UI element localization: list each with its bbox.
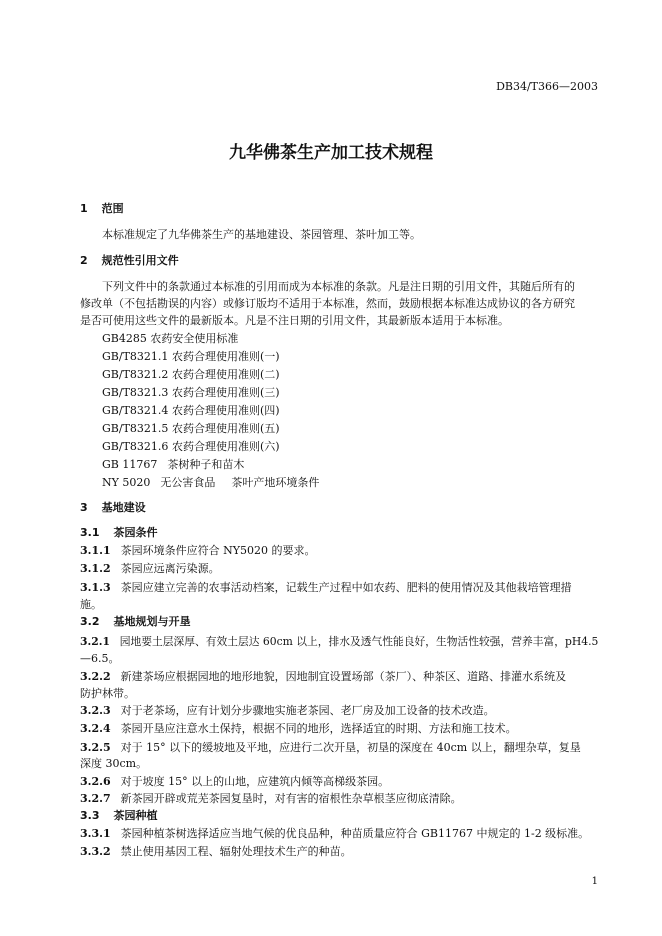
section-2-heading: [80, 253, 179, 269]
section-number: 1: [80, 202, 88, 215]
reference-item: NY 5020 无公害食品 茶叶产地环境条件: [102, 476, 320, 489]
section-3-heading: [80, 500, 146, 516]
clause-3-2-1: 3.2.1 园地要土层深厚、有效土层达 60cm 以上，排水及透气性能良好，生物活性较强，营养丰富，pH4.5: [80, 635, 599, 648]
clause-3-2-2: 3.2.2 新建茶场应根据园地的地形地貌，因地制宜设置场部（茶厂）、种茶区、道路、排灌水系统及: [80, 670, 567, 683]
page-title: 九华佛茶生产加工技术规程: [229, 143, 433, 163]
subsection-3-3-heading: 3.3 茶园种植: [80, 809, 158, 822]
section-number: 3: [80, 501, 88, 514]
clause-continuation: 施。: [80, 598, 102, 611]
clause-3-3-1: 3.3.1 茶园种植茶树选择适应当地气候的优良品种，种苗质量应符合 GB11767 中规定的 1-2 级标准。: [80, 827, 590, 840]
subsection-3-1-heading: 3.1 茶园条件: [80, 526, 158, 539]
reference-item: GB/T8321.3 农药合理使用准则(三): [102, 386, 280, 399]
reference-item: GB/T8321.6 农药合理使用准则(六): [102, 440, 280, 453]
paragraph-line: 下列文件中的条款通过本标准的引用而成为本标准的条款。凡是注日期的引用文件，其随后所有的: [102, 280, 575, 293]
section-title: 范围: [101, 202, 124, 215]
section-1-paragraph: 本标准规定了九华佛茶生产的基地建设、茶园管理、茶叶加工等。: [102, 228, 421, 241]
reference-item: GB/T8321.4 农药合理使用准则(四): [102, 404, 280, 417]
clause-3-1-3: 3.1.3 茶园应建立完善的农事活动档案，记载生产过程中如农药、肥料的使用情况及其他栽培管理措: [80, 581, 572, 594]
reference-item: GB/T8321.1 农药合理使用准则(一): [102, 350, 280, 363]
section-title: 规范性引用文件: [101, 254, 179, 267]
subsection-3-2-heading: 3.2 基地规划与开垦: [80, 615, 191, 628]
section-number: 2: [80, 254, 88, 267]
clause-3-1-1: 3.1.1 茶园环境条件应符合 NY5020 的要求。: [80, 544, 316, 557]
clause-3-2-4: 3.2.4 茶园开垦应注意水土保持，根据不同的地形，选择适宜的时期、方法和施工技术。: [80, 722, 517, 735]
clause-3-1-2: 3.1.2 茶园应远离污染源。: [80, 562, 220, 575]
clause-3-2-7: 3.2.7 新茶园开辟或荒芜茶园复垦时，对有害的宿根性杂草根茎应彻底清除。: [80, 792, 462, 805]
section-1-heading: [80, 201, 124, 217]
page-number: 1: [591, 876, 598, 887]
reference-item: GB4285 农药安全使用标准: [102, 332, 239, 345]
clause-continuation: 防护林带。: [80, 687, 135, 700]
reference-item: GB/T8321.2 农药合理使用准则(二): [102, 368, 280, 381]
reference-item: GB 11767 茶树种子和苗木: [102, 458, 245, 471]
section-title: 基地建设: [101, 501, 146, 514]
paragraph-line: 修改单（不包括勘误的内容）或修订版均不适用于本标准，然而，鼓励根据本标准达成协议的各方研究: [80, 297, 575, 310]
clause-3-3-2: 3.3.2 禁止使用基因工程、辐射处理技术生产的种苗。: [80, 845, 352, 858]
reference-item: GB/T8321.5 农药合理使用准则(五): [102, 422, 280, 435]
clause-3-2-6: 3.2.6 对于坡度 15° 以上的山地，应建筑内倾等高梯级茶园。: [80, 775, 390, 788]
document-number: DB34/T366—2003: [496, 80, 598, 93]
clause-continuation: 深度 30cm。: [80, 757, 148, 770]
clause-3-2-5: 3.2.5 对于 15° 以下的缓坡地及平地，应进行二次开垦，初垦的深度在 40cm 以上，翻埋杂草，复垦: [80, 741, 581, 754]
clause-3-2-3: 3.2.3 对于老茶场，应有计划分步骤地实施老茶园、老厂房及加工设备的技术改造。: [80, 704, 495, 717]
clause-continuation: —6.5。: [80, 652, 120, 665]
paragraph-line: 是否可使用这些文件的最新版本。凡是不注日期的引用文件，其最新版本适用于本标准。: [80, 314, 509, 327]
